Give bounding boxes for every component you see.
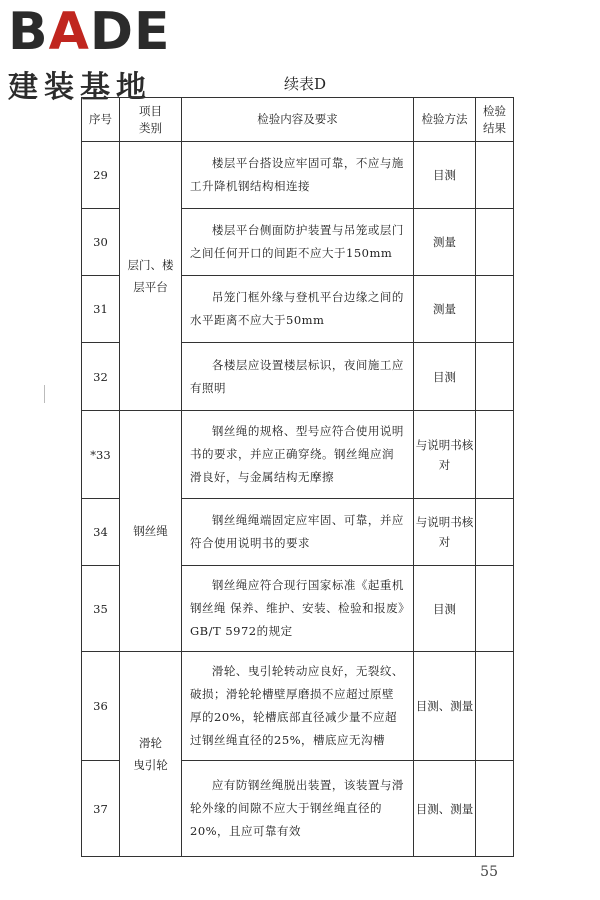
table-row xyxy=(82,411,514,499)
category-pulley: 滑轮 曳引轮 xyxy=(120,652,182,857)
row-content-cell xyxy=(182,566,414,652)
row-result xyxy=(476,276,514,343)
header-result: 检验 结果 xyxy=(476,98,514,142)
header-category: 项目 类别 xyxy=(120,98,182,142)
row-content: 钢丝绳应符合现行国家标准《起重机 钢丝绳 保养、维护、安装、检验和报废》GB/T 5972的规定 xyxy=(190,578,405,638)
row-content-cell xyxy=(182,209,414,276)
row-method: 测量 xyxy=(414,276,476,343)
row-content-cell xyxy=(182,343,414,411)
row-content: 楼层平台侧面防护装置与吊笼或层门之间任何开口的间距不应大于150mm xyxy=(190,223,404,260)
row-method: 目测、测量 xyxy=(414,761,476,857)
table-title: 续表D xyxy=(283,75,327,93)
row-index: *33 xyxy=(82,411,120,499)
header-row xyxy=(82,98,514,142)
row-content: 滑轮、曳引轮转动应良好，无裂纹、破损；滑轮轮槽壁厚磨损不应超过原壁厚的20%，轮槽底部直径减少量不应超过钢丝绳直径的25%，槽底应无沟槽 xyxy=(190,664,404,747)
row-index: 37 xyxy=(82,761,120,857)
header-content: 检验内容及要求 xyxy=(182,98,414,142)
row-content: 钢丝绳的规格、型号应符合使用说明书的要求，并应正确穿绕。钢丝绳应润滑良好，与金属结构无摩擦 xyxy=(190,424,404,484)
row-index: 34 xyxy=(82,499,120,566)
row-content-cell xyxy=(182,276,414,343)
row-result xyxy=(476,343,514,411)
row-content-cell xyxy=(182,761,414,857)
margin-mark xyxy=(44,385,45,403)
row-index: 36 xyxy=(82,652,120,761)
table-row xyxy=(82,142,514,209)
row-content: 应有防钢丝绳脱出装置，该装置与滑轮外缘的间隙不应大于钢丝绳直径的20%，且应可靠有效 xyxy=(190,778,404,838)
row-result xyxy=(476,411,514,499)
row-content: 楼层平台搭设应牢固可靠，不应与施工升降机钢结构相连接 xyxy=(190,156,404,193)
logo-chinese-text: 建装基地 xyxy=(8,70,152,105)
header-index: 序号 xyxy=(82,98,120,142)
row-content: 钢丝绳绳端固定应牢固、可靠，并应符合使用说明书的要求 xyxy=(190,513,404,550)
row-method: 目测 xyxy=(414,343,476,411)
row-result xyxy=(476,209,514,276)
row-content-cell xyxy=(182,499,414,566)
header-method: 检验方法 xyxy=(414,98,476,142)
row-index: 30 xyxy=(82,209,120,276)
row-index: 29 xyxy=(82,142,120,209)
row-method: 与说明书核对 xyxy=(414,499,476,566)
row-result xyxy=(476,142,514,209)
row-content-cell xyxy=(182,142,414,209)
row-content: 吊笼门框外缘与登机平台边缘之间的水平距离不应大于50mm xyxy=(190,290,404,327)
row-result xyxy=(476,499,514,566)
row-result xyxy=(476,761,514,857)
row-content-cell xyxy=(182,652,414,761)
row-method: 目测 xyxy=(414,566,476,652)
row-result xyxy=(476,652,514,761)
row-method: 测量 xyxy=(414,209,476,276)
inspection-table xyxy=(81,97,514,857)
row-content-cell xyxy=(182,411,414,499)
row-index: 35 xyxy=(82,566,120,652)
row-method: 目测、测量 xyxy=(414,652,476,761)
page-number: 55 xyxy=(480,864,498,880)
category-floor-platform: 层门、楼层平台 xyxy=(120,142,182,411)
category-wire-rope: 钢丝绳 xyxy=(120,411,182,652)
row-method: 目测 xyxy=(414,142,476,209)
row-content: 各楼层应设置楼层标识，夜间施工应有照明 xyxy=(190,357,404,395)
row-result xyxy=(476,566,514,652)
row-method: 与说明书核对 xyxy=(414,411,476,499)
row-index: 31 xyxy=(82,276,120,343)
table-row xyxy=(82,652,514,761)
logo-latin-text: BADE xyxy=(8,2,171,62)
row-index: 32 xyxy=(82,343,120,411)
